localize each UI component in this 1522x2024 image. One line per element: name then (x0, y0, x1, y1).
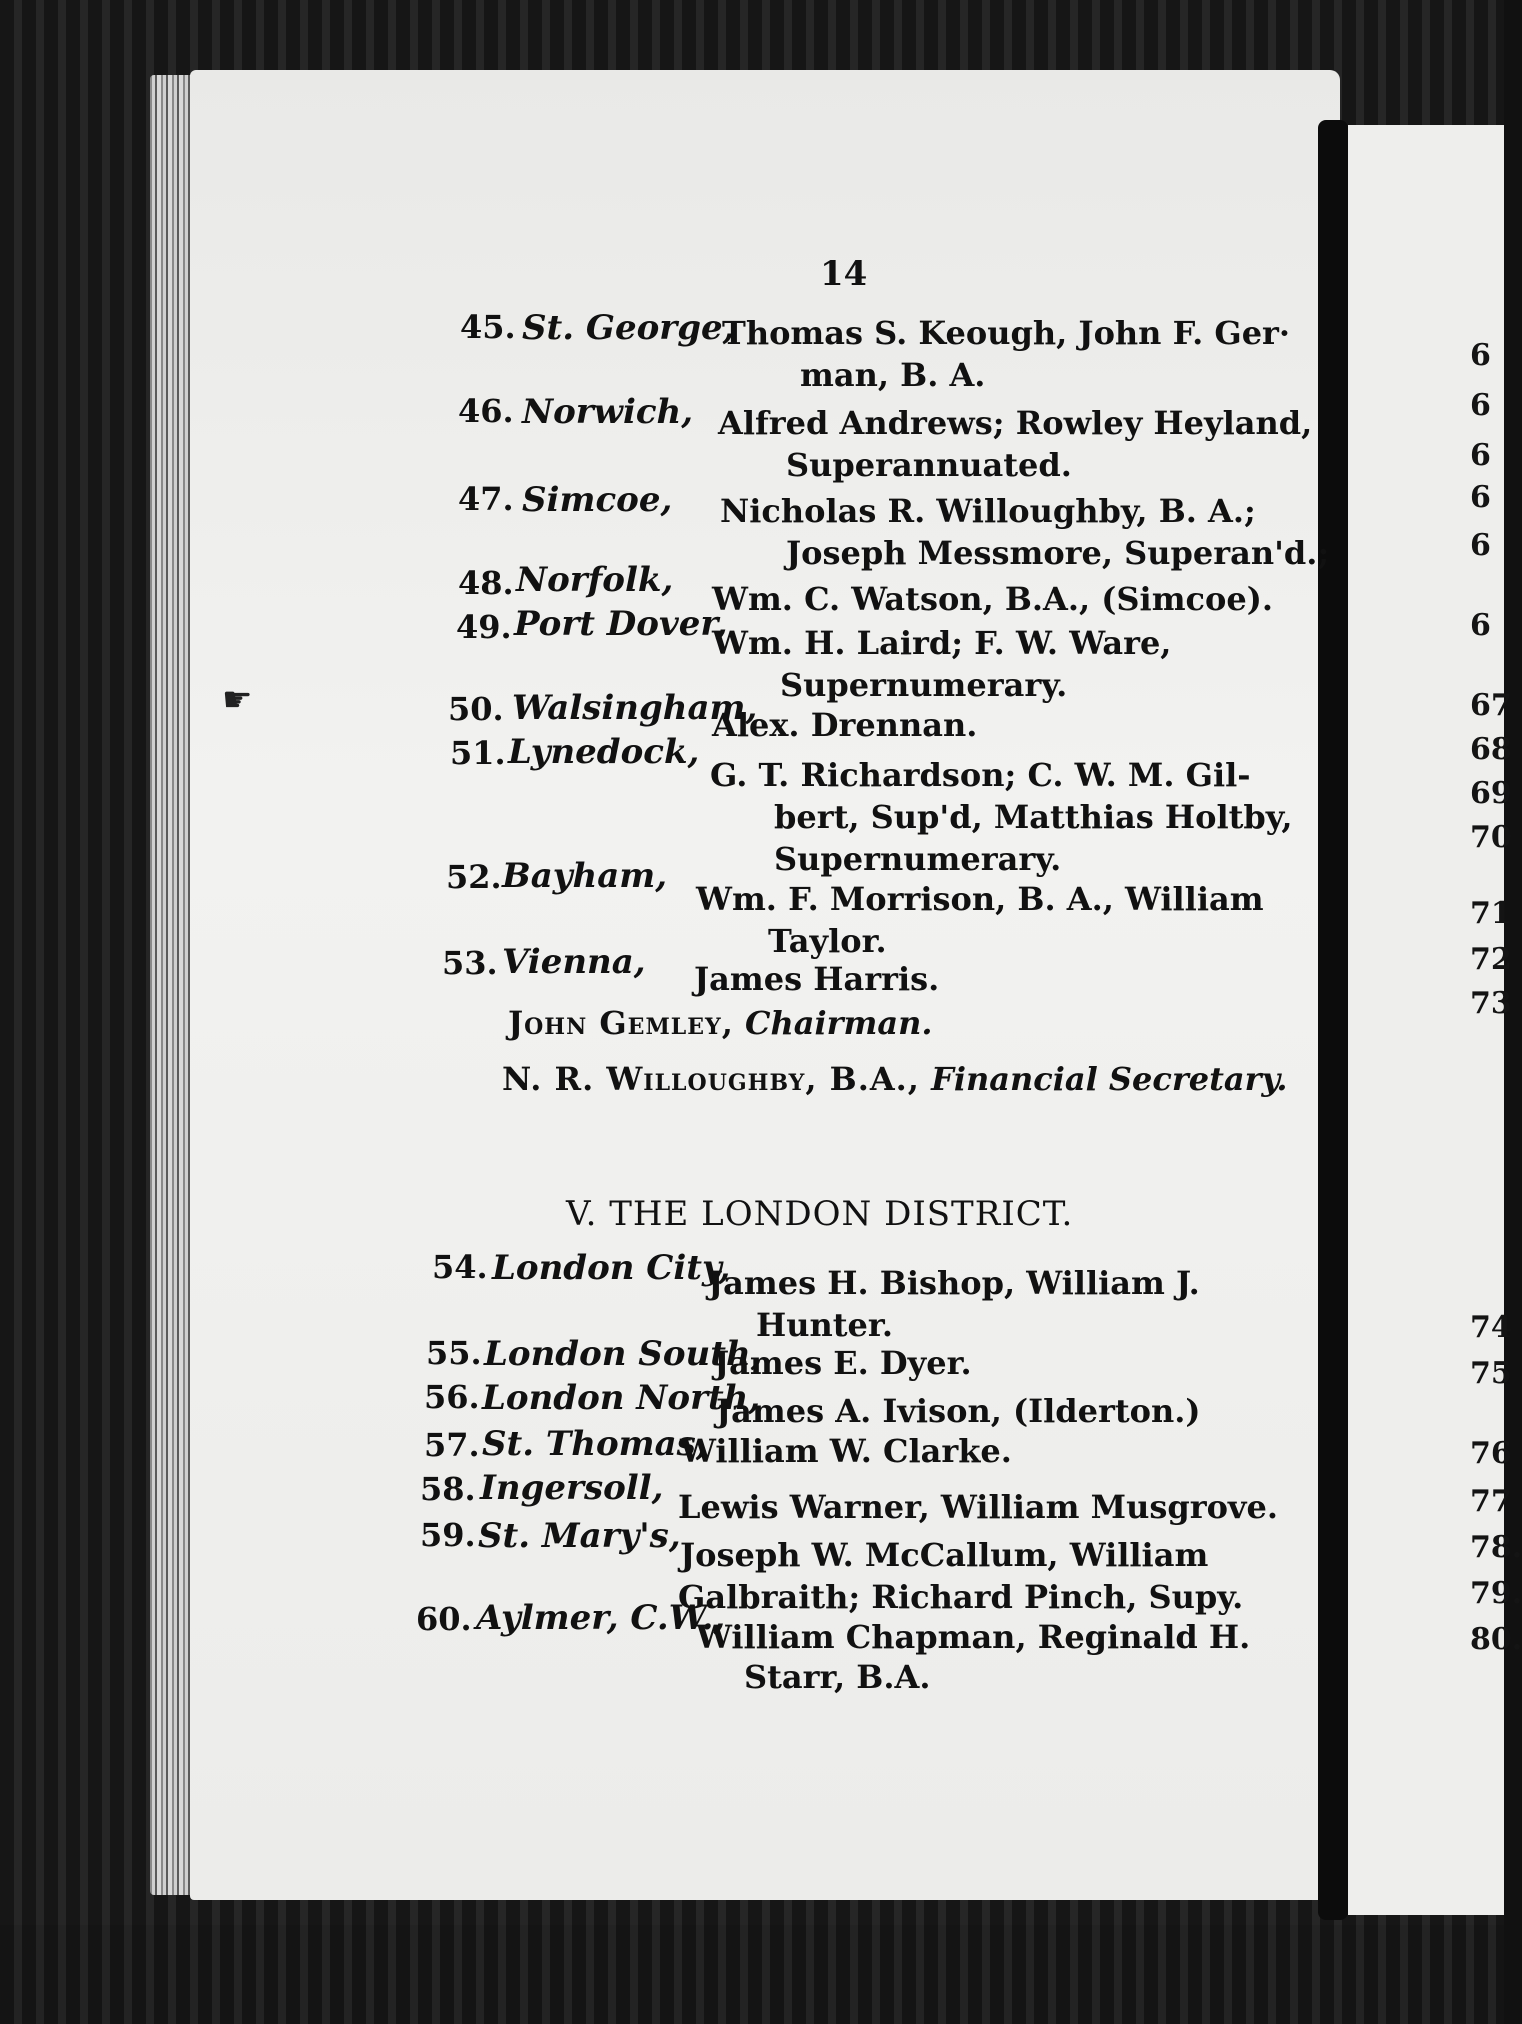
facing-number: 6 (1470, 388, 1491, 423)
facing-number: 6 (1470, 608, 1491, 643)
facing-number: 68 (1470, 732, 1512, 767)
facing-number: 6 (1470, 338, 1491, 373)
circuit-name: Norwich, (522, 392, 694, 432)
entry-number: 59. (420, 1516, 476, 1554)
facing-number: 75 (1470, 1356, 1512, 1391)
facing-number: 67 (1470, 688, 1512, 723)
entry-number: 54. (432, 1248, 488, 1286)
preachers-line: man, B. A. (800, 356, 986, 394)
entry-number: 46. (458, 392, 514, 430)
preachers-line: Supernumerary. (780, 666, 1068, 704)
circuit-name: London South, (484, 1334, 763, 1374)
circuit-name: St. Mary's, (478, 1516, 681, 1556)
entry-number: 60. (416, 1600, 472, 1638)
facing-number: 76 (1470, 1436, 1512, 1471)
facing-number: 6 (1470, 528, 1491, 563)
secretary-role: Financial Secretary. (931, 1060, 1288, 1098)
facing-number: 78. (1470, 1530, 1522, 1565)
circuit-name: Port Dover, (514, 604, 728, 644)
preachers-line: James A. Ivison, (Ilderton.) (716, 1392, 1201, 1430)
entry-number: 51. (450, 734, 506, 772)
preachers-line: Starr, B.A. (744, 1658, 931, 1696)
entry-number: 47. (458, 480, 514, 518)
preachers-line: bert, Sup'd, Matthias Holtby, (774, 798, 1293, 836)
entry-number: 50. (448, 690, 504, 728)
secretary-line (502, 1060, 1288, 1098)
facing-number: 77 (1470, 1484, 1512, 1519)
circuit-name: Ingersoll, (480, 1468, 664, 1508)
preachers-line: Superannuated. (786, 446, 1072, 484)
book-gutter (1318, 120, 1348, 1920)
facing-number: 80. (1470, 1622, 1522, 1657)
district-heading: V. THE LONDON DISTRICT. (566, 1194, 1074, 1234)
secretary-name: N. R. Willoughby, B.A., (502, 1060, 920, 1098)
facing-number: 71 (1470, 896, 1512, 931)
preachers-line: Wm. F. Morrison, B. A., William (696, 880, 1264, 918)
facing-number: 74 (1470, 1310, 1512, 1345)
preachers-line: Supernumerary. (774, 840, 1062, 878)
circuit-name: St. Thomas, (482, 1424, 708, 1464)
entry-number: 52. (446, 858, 502, 896)
entry-number: 58. (420, 1470, 476, 1508)
circuit-name: Lynedock, (508, 732, 700, 772)
scan-bottom-band (0, 1925, 1504, 2024)
preachers-line: Thomas S. Keough, John F. Ger· (722, 314, 1291, 352)
circuit-name: Norfolk, (516, 560, 674, 600)
preachers-line: Lewis Warner, William Musgrove. (678, 1488, 1279, 1526)
preachers-line: Joseph W. McCallum, William (680, 1536, 1209, 1574)
facing-number: 70 (1470, 820, 1512, 855)
circuit-name: London City, (492, 1248, 731, 1288)
facing-number: 73 (1470, 986, 1512, 1021)
facing-number: 79. (1470, 1576, 1522, 1611)
entry-number: 45. (460, 308, 516, 346)
circuit-name: St. George, (522, 308, 735, 348)
facing-number: 72 (1470, 942, 1512, 977)
entry-number: 55. (426, 1334, 482, 1372)
facing-number: 69 (1470, 776, 1512, 811)
preachers-line: Joseph Messmore, Superan'd.; (786, 534, 1330, 572)
circuit-name: Vienna, (502, 942, 646, 982)
preachers-line: Nicholas R. Willoughby, B. A.; (720, 492, 1256, 530)
entry-number: 56. (424, 1378, 480, 1416)
circuit-name: Simcoe, (522, 480, 673, 520)
preachers-line: Hunter. (756, 1306, 893, 1344)
preachers-line: James H. Bishop, William J. (708, 1264, 1200, 1302)
entry-number: 48. (458, 564, 514, 602)
facing-number: 6 (1470, 438, 1491, 473)
preachers-line: Galbraith; Richard Pinch, Supy. (678, 1578, 1244, 1616)
circuit-name: Walsingham, (512, 688, 758, 728)
chairman-line (508, 1004, 933, 1042)
preachers-line: Alex. Drennan. (712, 706, 978, 744)
entry-number: 57. (424, 1426, 480, 1464)
preachers-line: William Chapman, Reginald H. (696, 1618, 1251, 1656)
preachers-line: Alfred Andrews; Rowley Heyland, (718, 404, 1313, 442)
preachers-line: Wm. H. Laird; F. W. Ware, (712, 624, 1172, 662)
entry-number: 53. (442, 944, 498, 982)
preachers-line: Taylor. (768, 922, 887, 960)
circuit-name: Bayham, (502, 856, 668, 896)
chairman-name: John Gemley, (508, 1004, 734, 1042)
entry-number: 49. (456, 608, 512, 646)
chairman-role: Chairman. (745, 1004, 933, 1042)
preachers-line: William W. Clarke. (680, 1432, 1012, 1470)
preachers-line: G. T. Richardson; C. W. M. Gil- (710, 756, 1251, 794)
preachers-line: James E. Dyer. (714, 1344, 972, 1382)
pointing-hand-icon: ☛ (222, 680, 253, 720)
facing-number: 6 (1470, 480, 1491, 515)
preachers-line: James Harris. (694, 960, 940, 998)
circuit-name: London North, (482, 1378, 761, 1418)
page-number: 14 (820, 254, 868, 294)
preachers-line: Wm. C. Watson, B.A., (Simcoe). (712, 580, 1274, 618)
circuit-name: Aylmer, C.W., (476, 1598, 726, 1638)
